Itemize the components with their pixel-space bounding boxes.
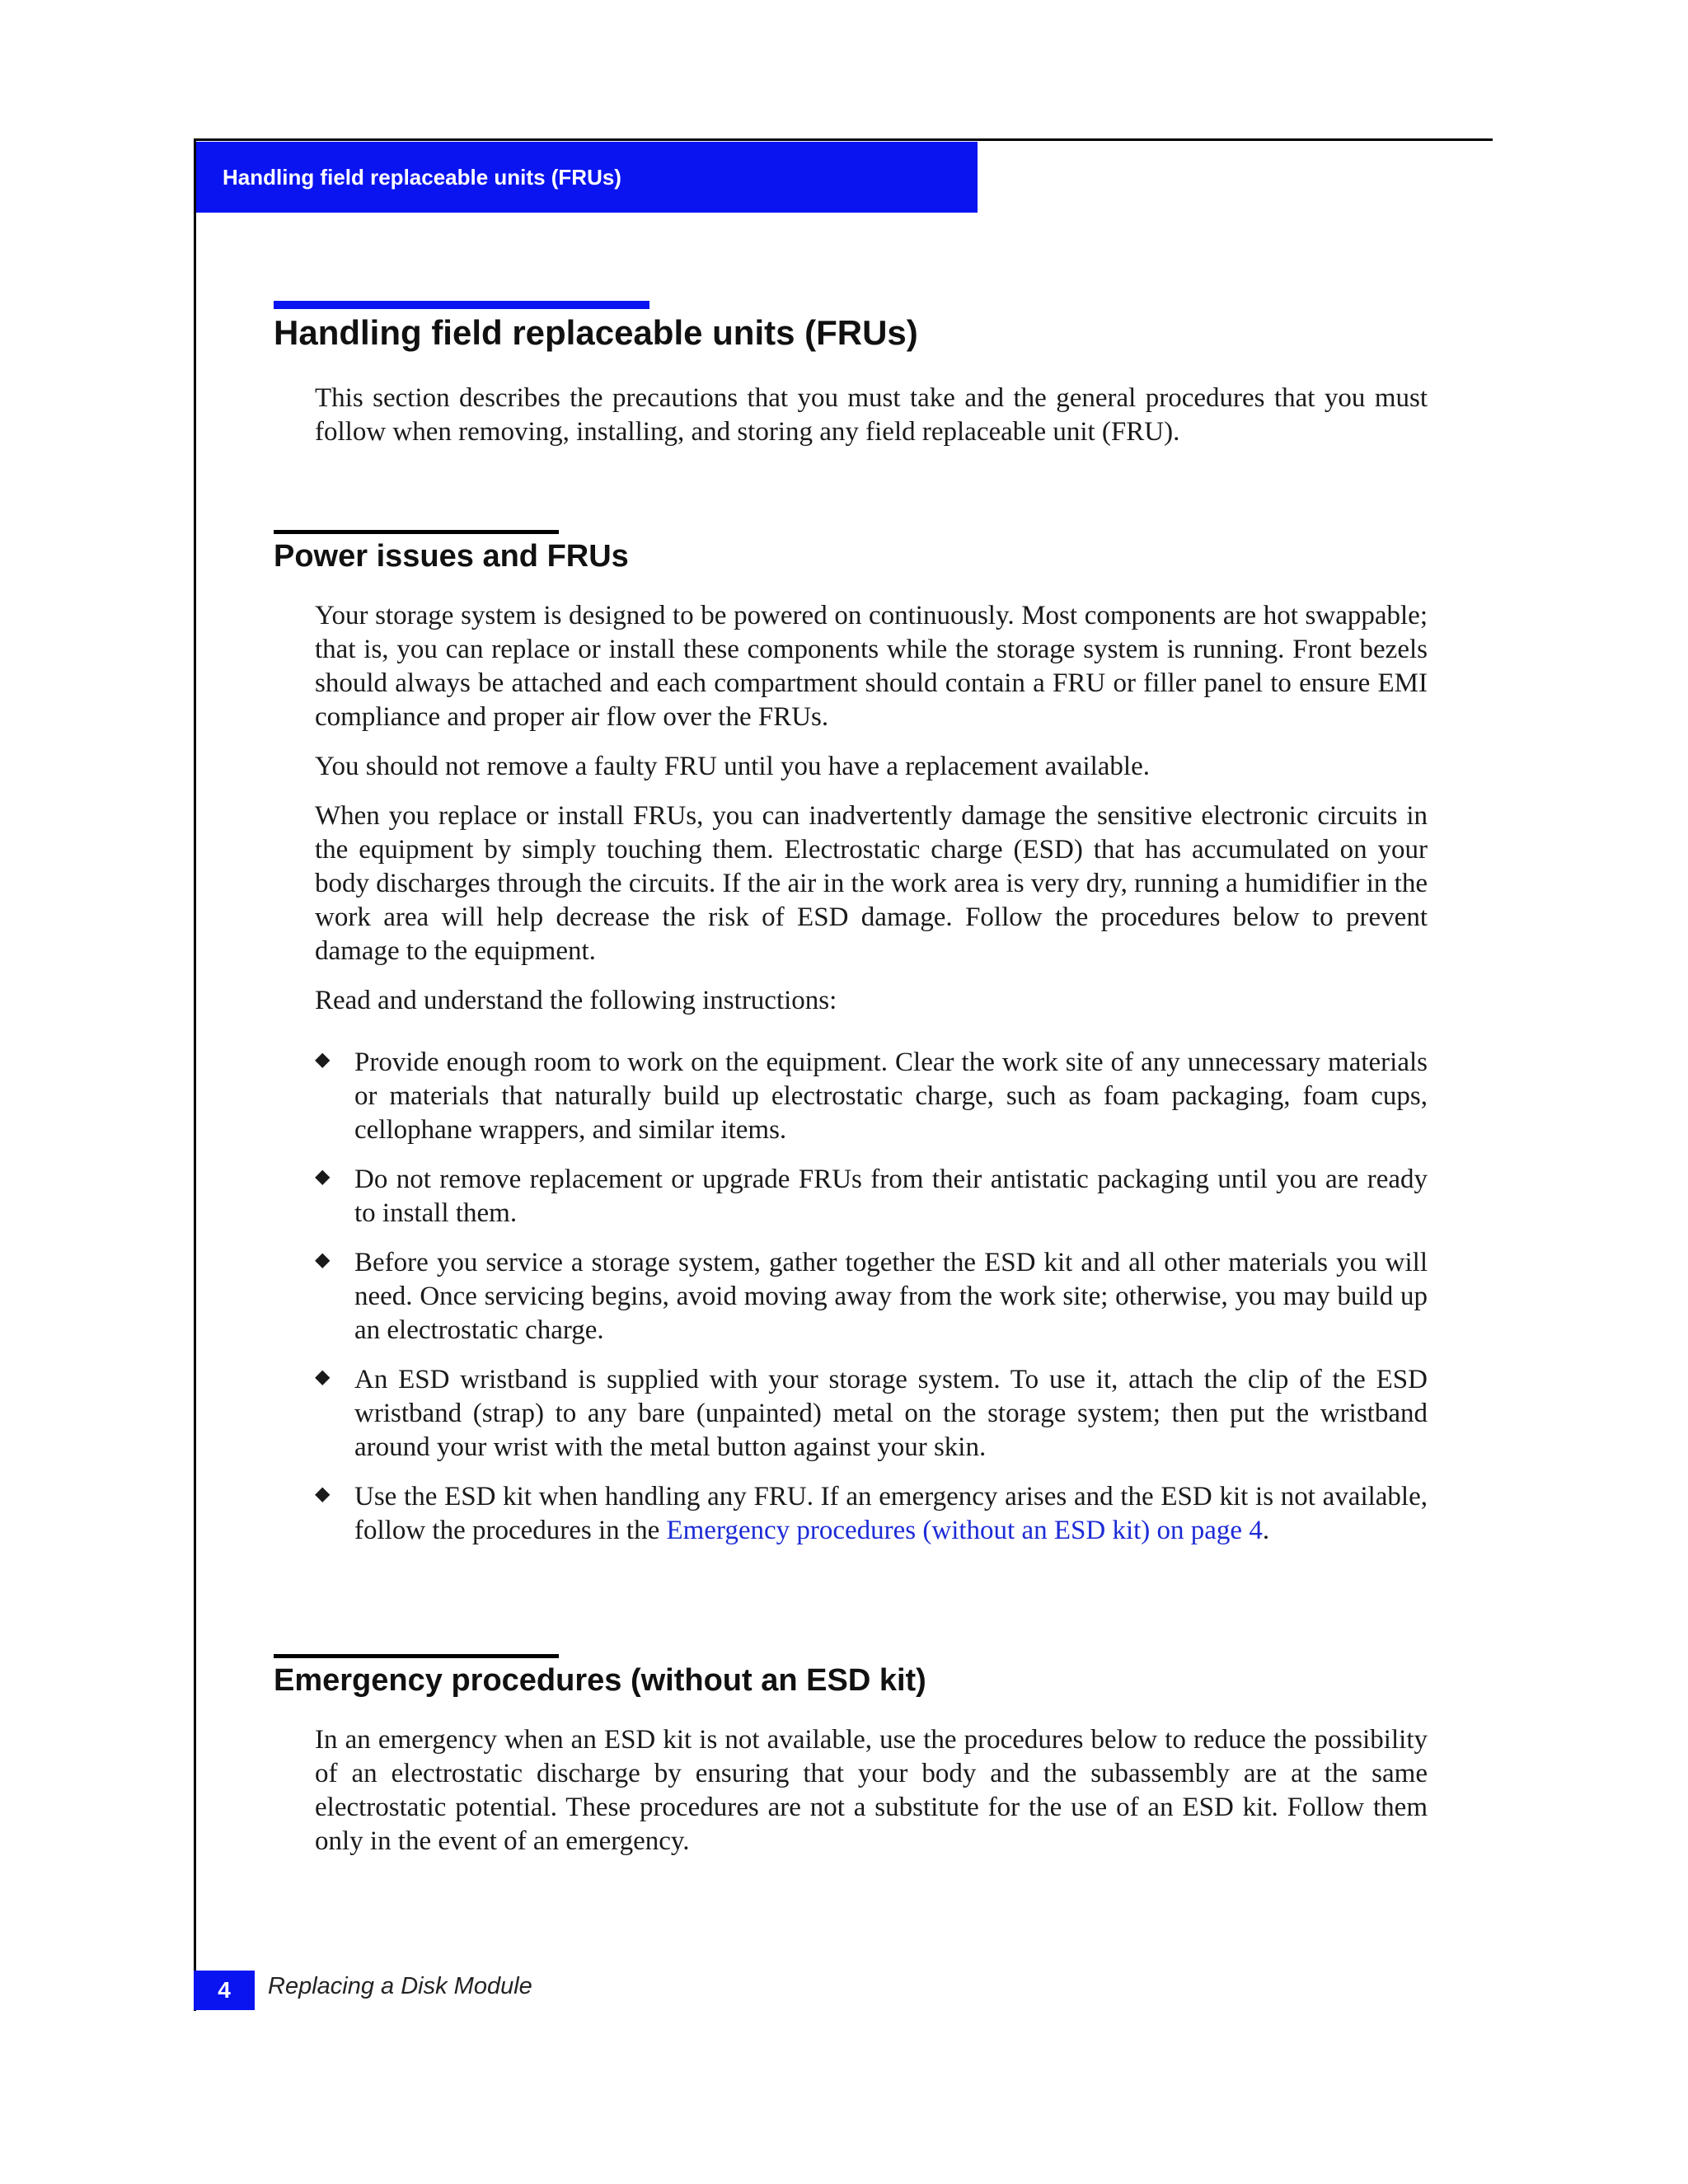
emergency-procedures-body — [315, 1723, 1428, 1874]
diamond-bullet-icon: ◆ — [315, 1365, 331, 1388]
paragraph: Read and understand the following instructions: — [315, 986, 837, 1015]
paragraph: In an emergency when an ESD kit is not available, use the procedures below to reduce the possibility of an electrostatic discharge by ensuring that your body and the subassembly are at the same electrostatic potential. These procedures are not a substitute for the use of an ESD kit. Follow them only in the event of an emergency. — [315, 1725, 1428, 1856]
intro-paragraph: This section describes the precautions that you must take and the general procedures that you must follow when removing, installing, and storing any field replaceable unit (FRU). — [315, 383, 1428, 447]
section-title: Handling field replaceable units (FRUs) — [274, 313, 918, 352]
power-issues-body — [315, 599, 1428, 1563]
list-item — [315, 1046, 1428, 1147]
emergency-procedures-link[interactable]: Emergency procedures (without an ESD kit) on page 4 — [666, 1516, 1263, 1545]
running-header — [196, 142, 978, 213]
list-item — [315, 1363, 1428, 1465]
list-item-text-after-link: . — [1262, 1516, 1270, 1545]
left-margin-rule — [194, 138, 196, 2011]
list-item — [315, 1480, 1428, 1548]
list-item — [315, 1163, 1428, 1230]
running-header-title: Handling field replaceable units (FRUs) — [223, 164, 621, 190]
list-item-text: Provide enough room to work on the equipment. Clear the work site of any unnecessary materials or materials that naturally build up electrostatic charge, such as foam packaging, foam cups, cellophane wrappers, and similar items. — [354, 1047, 1428, 1145]
list-item-text: Before you service a storage system, gather together the ESD kit and all other materials you will need. Once servicing begins, avoid moving away from the work site; otherwise, you may build up an electrostatic charge. — [354, 1248, 1428, 1345]
instructions-list — [315, 1046, 1428, 1548]
list-item-text: Do not remove replacement or upgrade FRUs from their antistatic packaging until you are ready to install them. — [354, 1165, 1428, 1228]
diamond-bullet-icon: ◆ — [315, 1248, 331, 1271]
diamond-bullet-icon: ◆ — [315, 1482, 331, 1505]
subsection-title-emergency-procedures: Emergency procedures (without an ESD kit) — [274, 1663, 926, 1698]
page-number-badge — [194, 1971, 255, 2010]
list-item-text-before-link: Use the ESD kit when handling any FRU. If an emergency arises and the ESD kit is not available, follow the procedures in the — [354, 1482, 1428, 1545]
diamond-bullet-icon: ◆ — [315, 1047, 331, 1071]
list-item-text: An ESD wristband is supplied with your storage system. To use it, attach the clip of the ESD wristband (strap) to any bare (unpainted) metal on the storage system; then put the wristband around your wrist with the metal button against your skin. — [354, 1365, 1428, 1462]
list-item — [315, 1246, 1428, 1347]
paragraph: When you replace or install FRUs, you can inadvertently damage the sensitive electronic circuits in the equipment by simply touching them. Electrostatic charge (ESD) that has accumulated on your body discharges through the circuits. If the air in the work area is very dry, running a humidifier in the work area will help decrease the risk of ESD damage. Follow the procedures below to prevent damage to the equipment. — [315, 801, 1428, 966]
section-title-bar — [274, 301, 649, 309]
page-number: 4 — [218, 1977, 231, 2003]
paragraph: You should not remove a faulty FRU until you have a replacement available. — [315, 752, 1150, 781]
footer-book-title: Replacing a Disk Module — [268, 1973, 532, 1999]
paragraph: Your storage system is designed to be powered on continuously. Most components are hot swappable; that is, you can replace or install these components while the storage system is running. Front bezels should always be attached and each compartment should contain a FRU or filler panel to ensure EMI compliance and proper air flow over the FRUs. — [315, 601, 1428, 732]
subsection-title-power-issues: Power issues and FRUs — [274, 539, 629, 574]
section-intro — [315, 382, 1428, 465]
top-rule — [194, 138, 1493, 141]
diamond-bullet-icon: ◆ — [315, 1165, 331, 1188]
subsection-rule — [274, 530, 559, 534]
subsection-rule — [274, 1654, 559, 1658]
